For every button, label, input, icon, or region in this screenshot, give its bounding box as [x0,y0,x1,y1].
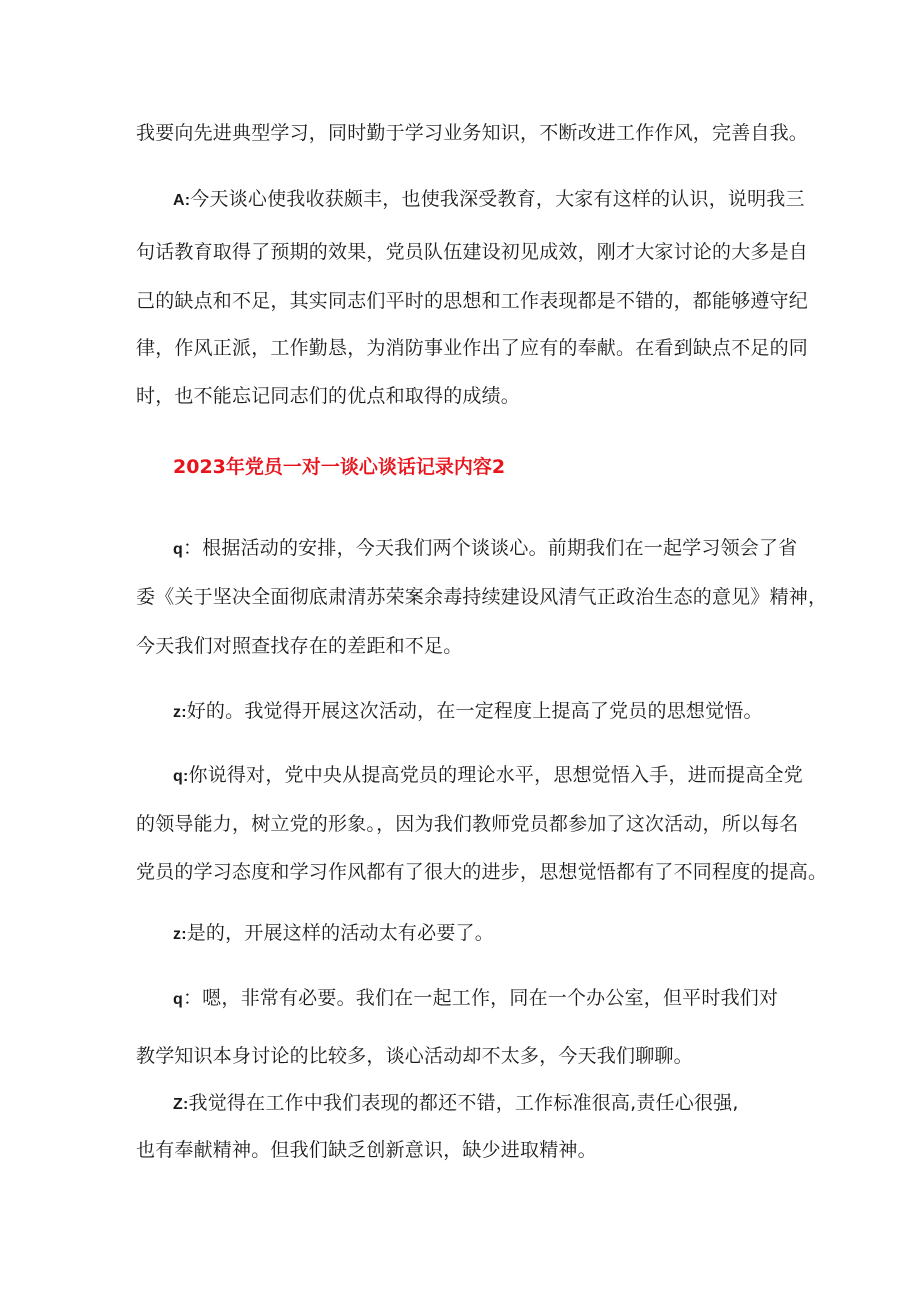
paragraph-2-line-1: q：根据活动的安排，今天我们两个谈谈心。前期我们在一起学习领会了省 [173,537,798,559]
paragraph-4-line-2: 的领导能力，树立党的形象。，因为我们教师党员都参加了这次活动，所以每名 [136,813,799,835]
speaker-label-z-upper: Z: [173,1096,189,1113]
speaker-label-z: z: [173,926,187,943]
paragraph-4-line-1: q:你说得对，党中央从提高党员的理论水平，思想觉悟入手，进而提高全党 [173,764,803,786]
paragraph-2-line-2: 委《关于坚决全面彻底肃清苏荣案余毒持续建设风清气正政治生态的意见》精神， [136,586,828,608]
paragraph-0-line-1: 我要向先进典型学习，同时勤于学习业务知识，不断改进工作作风，完善自我。 [136,122,809,144]
paragraph-1-line-4: 律，作风正派，工作勤恳，为消防事业作出了应有的奉献。在看到缺点不足的同 [136,337,809,359]
speaker-label-z: z: [173,704,187,721]
paragraph-1-line-1: A:今天谈心使我收获颇丰，也使我深受教育，大家有这样的认识，说明我三 [173,188,805,210]
paragraph-2-line-3: 今天我们对照查找存在的差距和不足。 [136,635,463,657]
speaker-label-a: A: [173,192,191,209]
paragraph-4-line-3: 党员的学习态度和学习作风都有了很大的进步，思想觉悟都有了不同程度的提高。 [136,861,828,883]
paragraph-5-line-1: z:是的，开展这样的活动太有必要了。 [173,922,494,944]
paragraph-1-line-2: 句话教育取得了预期的效果，党员队伍建设初见成效，刚才大家讨论的大多是自 [136,241,809,263]
section-heading: 2023年党员一对一谈心谈话记录内容2 [173,456,506,478]
speaker-label-q: q [173,541,183,558]
paragraph-7-line-1: 教学知识本身讨论的比较多，谈心活动却不太多，今天我们聊聊。 [136,1045,693,1067]
paragraph-8-line-2: 也有奉献精神。但我们缺乏创新意识，缺少进取精神。 [136,1139,597,1161]
paragraph-1-line-3: 己的缺点和不足，其实同志们平时的思想和工作表现都是不错的，都能够遵守纪 [136,290,809,312]
speaker-label-q: q: [173,768,189,785]
paragraph-1-line-5: 时，也不能忘记同志们的优点和取得的成绩。 [136,385,521,407]
paragraph-3-line-1: z:好的。我觉得开展这次活动，在一定程度上提高了党员的思想觉悟。 [173,700,763,722]
paragraph-8-line-1: Z:我觉得在工作中我们表现的都还不错，工作标准很高,责任心很强, [173,1092,739,1114]
speaker-label-q: q [173,991,183,1008]
paragraph-6-line-1: q：嗯，非常有必要。我们在一起工作，同在一个办公室，但平时我们对 [173,987,779,1009]
